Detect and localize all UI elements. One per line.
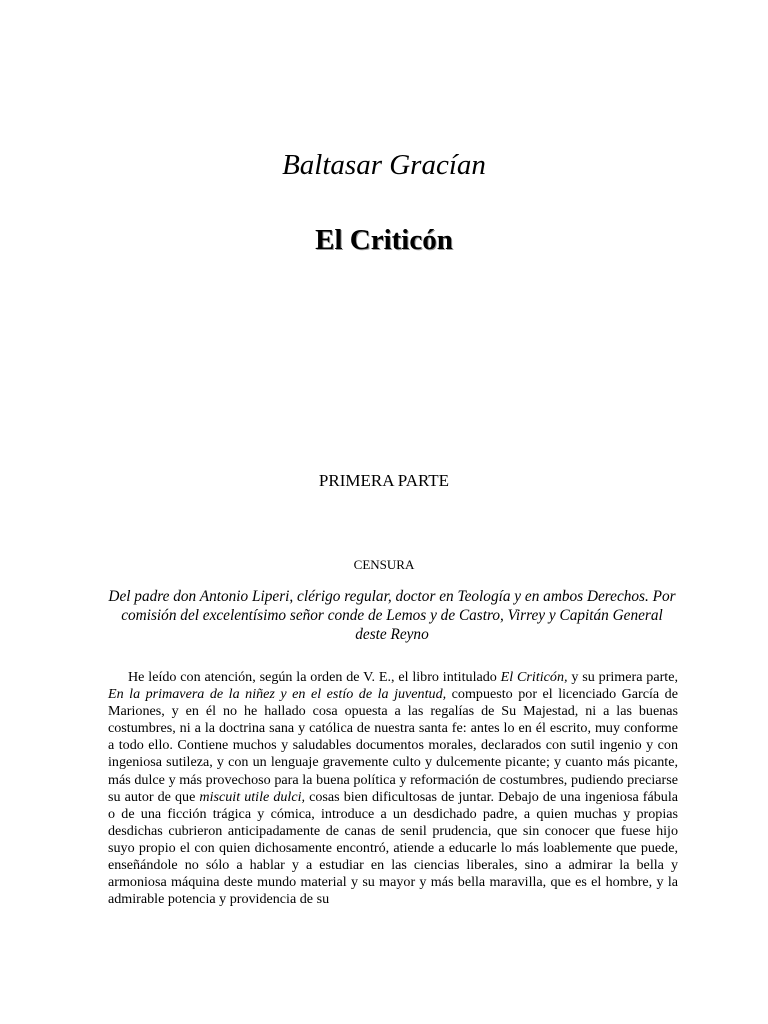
body-paragraph (108, 669, 678, 908)
part-heading: PRIMERA PARTE (318, 471, 450, 490)
book-title: El Criticón (315, 224, 453, 256)
body-text-run: compuesto por el licenciado García de Mariones, y en él no he hallado cosa opuesta a las regalías de Su Majestad, ni a las buenas costumbres, ni a la doctrina sana y católica de nuestra santa fe: antes lo en él escrito, muy conforme a todo ello. Contiene muchos y saludables documentos morales, declarados con sutil ingenio y con ingeniosa sutileza, y con un lenguaje gravemente culto y dulcemente picante; y cuanto más picante, más dulce y más provechoso para la buena política y reformación de costumbres, pudiendo preciarse su autor de que (108, 686, 678, 805)
latin-phrase-italic: miscuit utile dulci, (199, 788, 306, 805)
author-name: Baltasar Gracían (282, 149, 486, 181)
part-title-italic: En la primavera de la niñez y en el estío de la juventud, (108, 686, 447, 703)
body-text-run: cosas bien dificultosas de juntar. Debajo de una ingeniosa fábula o de una ficción trágica y cómica, introduce a un desdichado padre, a quien muchas y propias desdichas cubrieron anticipadamente de canas de senil prudencia, que sin conocer que fuese hijo suyo propio el con quien dichosamente encontró, atiende a educarle lo más loablemente que puede, enseñándole no sólo a hablar y a estudiar en las ciencias liberales, sino a admirar la bella y armoniosa máquina deste mundo material y su mayor y más bella maravilla, que es el hombre, y la admirable potencia y providencia de su (108, 788, 678, 908)
censura-subtitle: Del padre don Antonio Liperi, clérigo regular, doctor en Teología y en ambos Derechos. Por comisión del excelentísimo señor conde de Lemos y de Castro, Virrey y Capitán General deste Reyno (108, 588, 676, 643)
book-title-italic: El Criticón, (500, 669, 568, 685)
body-text-run: y su primera parte, (567, 669, 678, 685)
section-heading: CENSURA (353, 557, 415, 572)
body-text-run: He leído con atención, según la orden de V. E., el libro intitulado (128, 669, 501, 685)
